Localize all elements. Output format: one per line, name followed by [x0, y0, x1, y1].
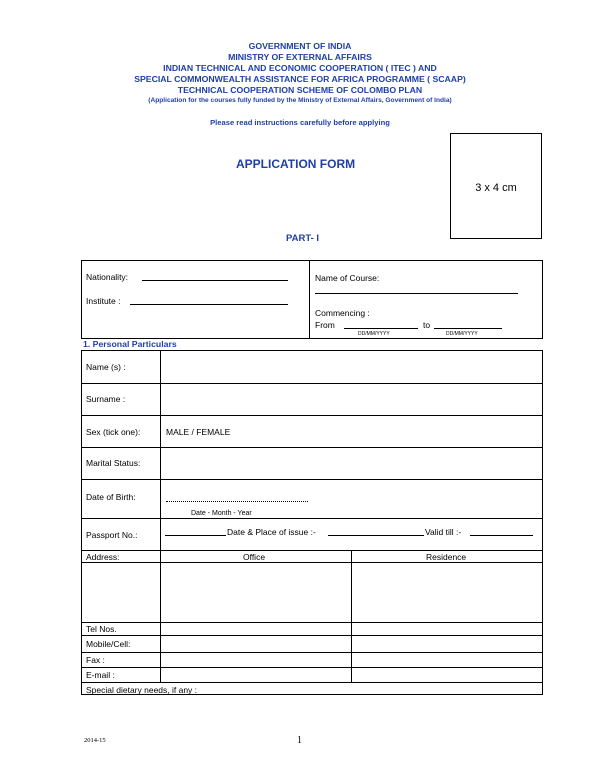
- office-address-field[interactable]: [161, 563, 350, 622]
- dietary-label: Special dietary needs, if any :: [86, 685, 198, 695]
- dob-label: Date of Birth:: [86, 492, 136, 502]
- from-date-format: DD/MM/YYYY: [358, 331, 390, 337]
- institute-field[interactable]: [130, 304, 288, 305]
- surname-label: Surname :: [86, 394, 126, 404]
- mobile-label: Mobile/Cell:: [86, 639, 131, 649]
- nationality-label: Nationality:: [86, 272, 129, 282]
- row-line: [81, 518, 543, 519]
- form-title: APPLICATION FORM: [236, 157, 356, 171]
- row-line: [81, 635, 543, 636]
- passport-number-field[interactable]: [165, 535, 226, 536]
- office-label: Office: [243, 552, 266, 562]
- row-line: [81, 682, 543, 683]
- from-date-field[interactable]: [344, 328, 418, 329]
- header-note: (Application for the courses fully funded by the Ministry of External Affairs, Government of India): [148, 97, 452, 104]
- part-title: PART- I: [286, 233, 320, 244]
- residence-address-field[interactable]: [352, 563, 542, 622]
- photo-size-label: 3 x 4 cm: [475, 182, 517, 194]
- tel-label: Tel Nos.: [86, 624, 117, 634]
- commencing-label: Commencing :: [315, 308, 370, 318]
- marital-status-field[interactable]: [161, 448, 542, 479]
- email-label: E-mail :: [86, 670, 115, 680]
- name-label: Name (s) :: [86, 362, 126, 372]
- section-personal-title: 1. Personal Particulars: [83, 339, 177, 349]
- instructions-note: Please read instructions carefully before applying: [210, 118, 390, 127]
- from-label: From: [315, 320, 335, 330]
- fax-label: Fax :: [86, 655, 105, 665]
- header-line-5: TECHNICAL COOPERATION SCHEME OF COLOMBO PLAN: [177, 85, 423, 95]
- institute-label: Institute :: [86, 296, 121, 306]
- passport-issue-label: Date & Place of issue :-: [227, 527, 316, 537]
- to-date-field[interactable]: [434, 328, 502, 329]
- photo-box: [450, 133, 542, 239]
- passport-valid-field[interactable]: [470, 535, 533, 536]
- header-line-2: MINISTRY OF EXTERNAL AFFAIRS: [228, 52, 372, 62]
- row-line: [81, 667, 543, 668]
- passport-label: Passport No.:: [86, 530, 138, 540]
- sex-label: Sex (tick one):: [86, 427, 141, 437]
- row-line: [81, 652, 543, 653]
- nationality-field[interactable]: [142, 280, 288, 281]
- page-number: 1: [297, 735, 302, 746]
- course-box-divider: [309, 260, 310, 339]
- dob-format: Date - Month - Year: [191, 510, 252, 517]
- marital-status-label: Marital Status:: [86, 458, 141, 468]
- dob-field[interactable]: [166, 501, 308, 502]
- name-field[interactable]: [161, 351, 542, 383]
- row-line: [81, 550, 543, 551]
- passport-issue-field[interactable]: [328, 535, 424, 536]
- row-line: [81, 479, 543, 480]
- header-line-3: INDIAN TECHNICAL AND ECONOMIC COOPERATION ( ITEC ) AND: [163, 63, 437, 73]
- to-date-format: DD/MM/YYYY: [446, 331, 478, 337]
- residence-label: Residence: [426, 552, 467, 562]
- course-name-label: Name of Course:: [315, 273, 380, 283]
- header-line-4: SPECIAL COMMONWEALTH ASSISTANCE FOR AFRICA PROGRAMME ( SCAAP): [134, 74, 466, 84]
- to-label: to: [423, 320, 431, 330]
- address-label: Address:: [86, 552, 120, 562]
- surname-field[interactable]: [161, 384, 542, 415]
- header-line-1: GOVERNMENT OF INDIA: [248, 41, 352, 51]
- row-line: [81, 415, 543, 416]
- sex-options[interactable]: MALE / FEMALE: [166, 427, 231, 437]
- passport-valid-label: Valid till :-: [425, 527, 462, 537]
- footer-year: 2014-15: [84, 737, 106, 744]
- course-name-field[interactable]: [315, 293, 518, 294]
- row-line: [81, 622, 543, 623]
